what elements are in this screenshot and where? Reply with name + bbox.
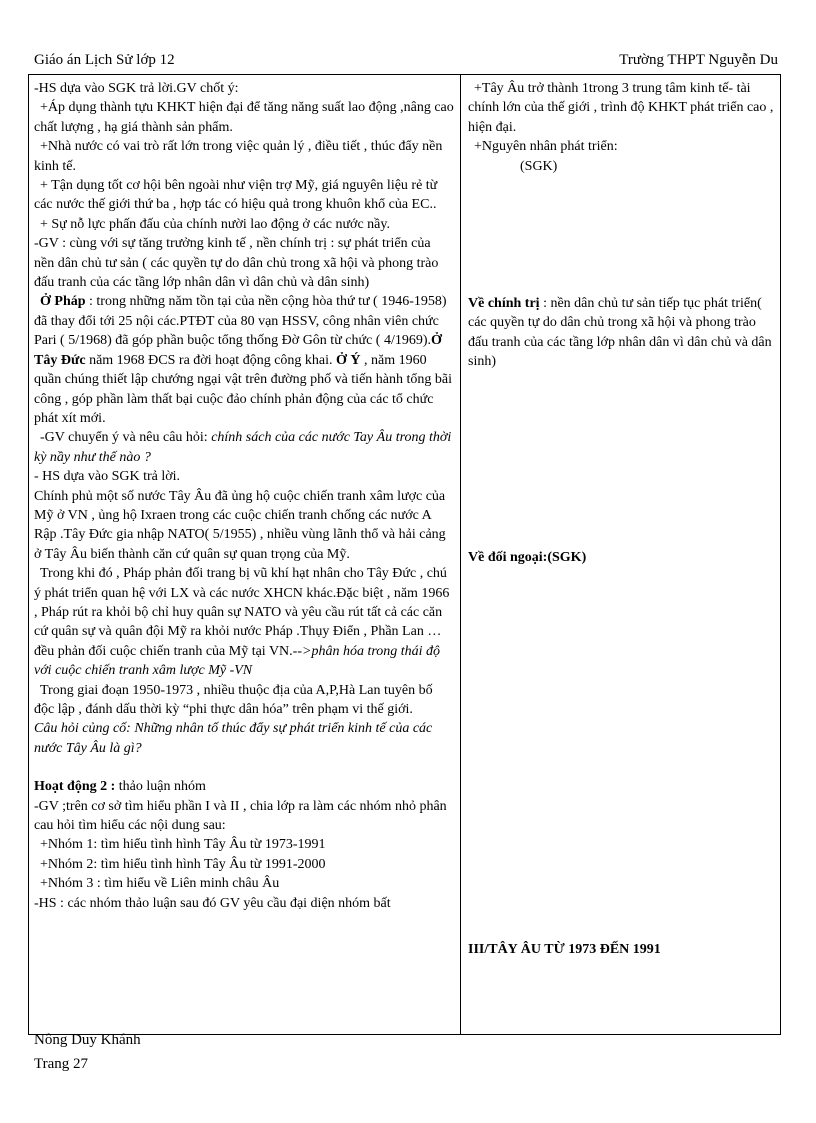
question-text: chính sách của các nước Tay Âu trong thời kỳ nầy như thế nào ? <box>34 430 452 465</box>
paragraph: -GV ;trên cơ sở tìm hiểu phần I và II , chia lớp ra làm các nhóm nhỏ phân cau hỏi tìm hiểu các nội dung sau: <box>34 798 447 834</box>
footer-page-number: Trang 27 <box>34 1056 89 1072</box>
bold-term: Ở Tây Đức <box>34 333 442 368</box>
bold-term: Ở Pháp <box>40 294 86 310</box>
paragraph: - HS dựa vào SGK trả lời. <box>34 469 181 485</box>
paragraph: -HS : các nhóm thảo luận sau đó GV yêu cầu đại diện nhóm bất <box>34 895 391 911</box>
conclusion-text: >phân hóa trong thái độ với cuộc chiến tranh xâm lược Mỹ -VN <box>34 643 441 679</box>
list-item: +Nhóm 2: tìm hiểu tình hình Tây Âu từ 1991-2000 <box>40 856 326 872</box>
politics-section <box>468 294 774 372</box>
section-heading-III <box>468 940 774 959</box>
list-item: +Nhóm 3 : tìm hiểu về Liên minh châu Âu <box>40 876 280 892</box>
paragraph: Chính phủ một số nước Tây Âu đã ủng hộ cuộc chiến tranh xâm lược của Mỹ ở VN , ủng hộ Ixraen trong các cuộc chiến tranh chống các nước A Rập .Tây Đức gia nhập NATO( 5/1955) , nhiều vùng lãnh thổ và hải cảng ở Tây Âu biến thành căn cứ quân sự quan trọng của Mỹ. <box>34 488 446 562</box>
document-title: Giáo án Lịch Sử lớp 12 <box>34 52 175 68</box>
table-column-divider <box>460 74 461 1034</box>
paragraph: + Tận dụng tốt cơ hội bên ngoài như viện trợ Mỹ, giá nguyên liệu rẻ từ các nước thế giới thứ ba , hợp tác có hiệu quả trong khuôn khổ của EC.. <box>34 178 438 213</box>
section-heading: III/TÂY ÂU TỪ 1973 ĐẾN 1991 <box>468 942 661 957</box>
page-header <box>34 52 778 72</box>
spacer <box>34 758 454 777</box>
school-name: Trường THPT Nguyễn Du <box>619 52 778 68</box>
section-label: Về đối ngoại: <box>468 550 548 565</box>
header-rule <box>28 74 781 75</box>
paragraph: (SGK) <box>520 158 558 174</box>
bold-term: Ở Ý <box>336 352 361 368</box>
paragraph: Trong khi đó , Pháp phản đối trang bị vũ khí hạt nhân cho Tây Đức , chú ý phát triển quan hệ với LX và các nước XHCN khác.Đặc biệt , năm 1966 , Pháp rút ra khỏi bộ chỉ huy quân sự NATO và yêu cầu rút tất cả các căn cứ quân sự và quân đội Mỹ ra khỏi nước Pháp .Thụy Điển , Phần Lan …đều phản đối cuộc chiến tranh của Mỹ tại VN.-->phân hóa trong thái độ với cuộc chiến tranh xâm lược Mỹ -VN <box>34 566 450 679</box>
activity-heading: Hoạt động 2 : thảo luận nhóm <box>34 779 206 795</box>
paragraph: +Nguyên nhân phát triển: <box>474 139 618 155</box>
paragraph: Về chính trị : nền dân chủ tư sản tiếp tục phát triển( các quyền tự do dân chủ trong xã hội và phong trào đấu tranh của các tầng lớp nhân dân vì dân chủ và dân sinh) <box>468 296 772 370</box>
paragraph: -GV chuyển ý và nêu câu hỏi: chính sách của các nước Tay Âu trong thời kỳ nầy như thế nào ? <box>34 430 452 465</box>
list-item: +Nhóm 1: tìm hiểu tình hình Tây Âu từ 1973-1991 <box>40 837 326 853</box>
key-content-column <box>468 79 774 176</box>
table-right-border <box>780 74 781 1034</box>
foreign-policy-section <box>468 548 774 567</box>
teacher-student-activities-column <box>34 79 454 1034</box>
paragraph: Trong giai đoạn 1950-1973 , nhiều thuộc địa của A,P,Hà Lan tuyên bố độc lập , đánh dấu thời kỳ “phi thực dân hóa” trên phạm vi thế giới. <box>34 682 433 717</box>
paragraph: Ở Pháp : trong những năm tồn tại của nền cộng hòa thứ tư ( 1946-1958) đã thay đổi tới 25 nội các.PTĐT của 80 vạn HSSV, công nhân viên chức Pari ( 5/1968) đã góp phần buộc tổng thống Đờ Gôn từ chức ( 4/1969).Ở Tây Đức năm 1968 ĐCS ra đời hoạt động công khai. Ở Ý , năm 1960 quần chúng thiết lập chướng ngại vật trên đường phố và tiến hành tổng bãi công , góp phần làm thất bại cuộc đảo chính phản động của các tổ chức phát xít mới. <box>34 294 452 426</box>
section-label: Về chính trị <box>468 296 540 311</box>
paragraph: -HS dựa vào SGK trả lời.GV chốt ý: <box>34 81 239 96</box>
paragraph: +Tây Âu trở thành 1trong 3 trung tâm kinh tế- tài chính lớn của thế giới , trình độ KHKT phát triển cao , hiện đại. <box>468 81 774 135</box>
paragraph: +Áp dụng thành tựu KHKT hiện đại để tăng năng suất lao động ,nâng cao chất lượng , hạ giá thành sản phẩm. <box>34 100 454 135</box>
paragraph: -GV : cùng với sự tăng trưởng kinh tế , nền chính trị : sự phát triển của nền dân chủ tư sản ( các quyền tự do dân chủ trong xã hội và phong trào đấu tranh của các tầng lớp nhân dân vì dân chủ và dân sinh) <box>34 236 439 291</box>
table-left-border <box>28 74 29 1034</box>
review-question: Câu hỏi củng cố: Những nhân tố thúc đẩy sự phát triển kinh tế của các nước Tây Âu là gì? <box>34 721 433 756</box>
footer-author: Nông Duy Khánh <box>34 1032 141 1048</box>
paragraph: + Sự nỗ lực phấn đấu của chính nười lao động ở các nước nầy. <box>40 216 390 232</box>
paragraph: Về đối ngoại:(SGK) <box>468 550 587 565</box>
paragraph: +Nhà nước có vai trò rất lớn trong việc quản lý , điều tiết , thúc đẩy nền kinh tế. <box>34 139 443 174</box>
